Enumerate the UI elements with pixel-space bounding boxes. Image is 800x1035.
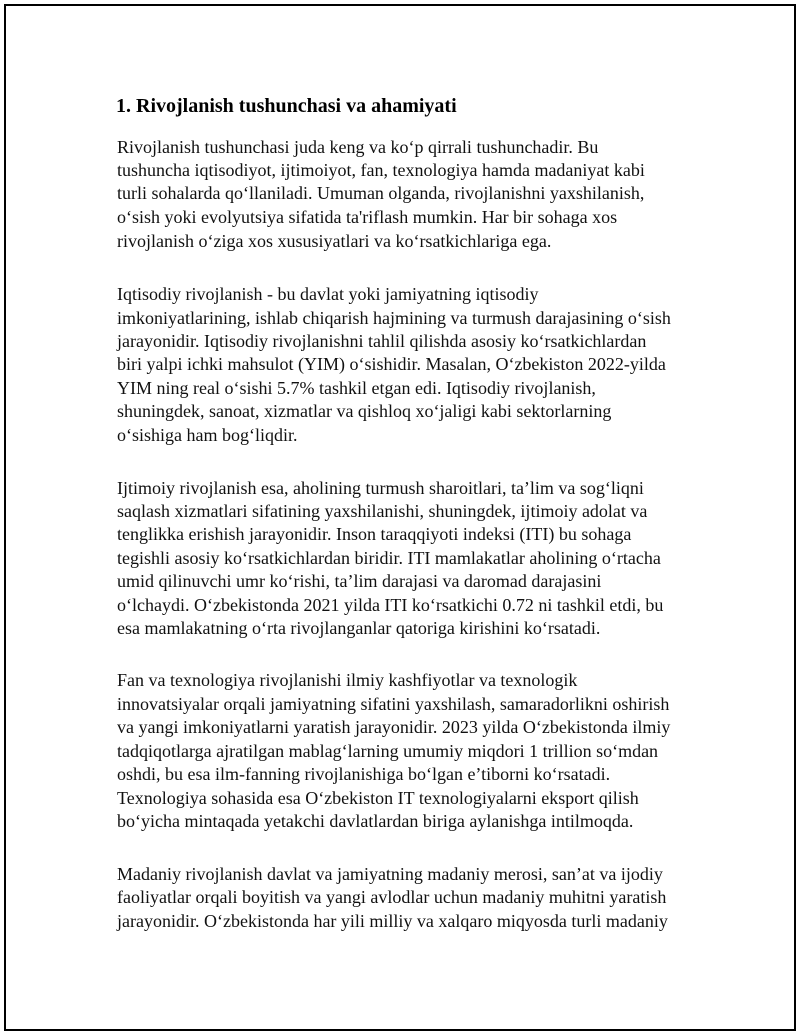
text-line: imkoniyatlarining, ishlab chiqarish hajmining va turmush darajasining o‘sish <box>117 308 671 328</box>
section-heading: 1. Rivojlanish tushunchasi va ahamiyati <box>116 95 457 117</box>
text-line: umid qilinuvchi umr ko‘rishi, ta’lim darajasi va daromad darajasini <box>117 571 602 591</box>
text-line: tadqiqotlarga ajratilgan mablag‘larning umumiy miqdori 1 trillion so‘mdan <box>117 741 659 761</box>
text-line: oshdi, bu esa ilm-fanning rivojlanishiga bo‘lgan e’tiborni ko‘rsatadi. <box>117 764 611 784</box>
text-line: Iqtisodiy rivojlanish - bu davlat yoki jamiyatning iqtisodiy <box>117 284 539 304</box>
text-line: shuningdek, sanoat, xizmatlar va qishloq xo‘jaligi kabi sektorlarning <box>117 401 612 421</box>
text-line: Madaniy rivojlanish davlat va jamiyatning madaniy merosi, san’at va ijodiy <box>117 864 663 884</box>
text-line: saqlash xizmatlari sifatining yaxshilanishi, shuningdek, ijtimoiy adolat va <box>117 501 648 521</box>
text-line: biri yalpi ichki mahsulot (YIM) o‘sishidir. Masalan, O‘zbekiston 2022-yilda <box>117 354 666 374</box>
text-line: YIM ning real o‘sishi 5.7% tashkil etgan edi. Iqtisodiy rivojlanish, <box>117 378 596 398</box>
text-line: esa mamlakatning o‘rta rivojlanganlar qatoriga kirishini ko‘rsatadi. <box>117 618 601 638</box>
text-line: Fan va texnologiya rivojlanishi ilmiy kashfiyotlar va texnologik <box>117 670 578 690</box>
text-line: tushuncha iqtisodiyot, ijtimoiyot, fan, texnologiya hamda madaniyat kabi <box>117 160 645 180</box>
text-line: jarayonidir. O‘zbekistonda har yili milliy va xalqaro miqyosda turli madaniy <box>117 911 668 931</box>
text-line: innovatsiyalar orqali jamiyatning sifatini yaxshilash, samaradorlikni oshirish <box>117 694 670 714</box>
text-line: o‘sishiga ham bog‘liqdir. <box>117 425 298 445</box>
text-line: tegishli asosiy ko‘rsatkichlardan biridir. ITI mamlakatlar aholining o‘rtacha <box>117 548 661 568</box>
text-line: Ijtimoiy rivojlanish esa, aholining turmush sharoitlari, ta’lim va sog‘liqni <box>117 478 644 498</box>
text-line: Rivojlanish tushunchasi juda keng va ko‘p qirrali tushunchadir. Bu <box>117 137 599 157</box>
text-line: o‘sish yoki evolyutsiya sifatida ta'riflash mumkin. Har bir sohaga xos <box>117 207 618 227</box>
text-line: va yangi imkoniyatlarni yaratish jarayonidir. 2023 yilda O‘zbekistonda ilmiy <box>117 717 671 737</box>
text-line: jarayonidir. Iqtisodiy rivojlanishni tahlil qilishda asosiy ko‘rsatkichlardan <box>117 331 647 351</box>
text-line: o‘lchaydi. O‘zbekistonda 2021 yilda ITI ko‘rsatkichi 0.72 ni tashkil etdi, bu <box>117 595 664 615</box>
text-line: rivojlanish o‘ziga xos xususiyatlari va ko‘rsatkichlariga ega. <box>117 231 552 251</box>
text-line: turli sohalarda qo‘llaniladi. Umuman olganda, rivojlanishni yaxshilanish, <box>117 183 645 203</box>
text-line: Texnologiya sohasida esa O‘zbekiston IT texnologiyalarni eksport qilish <box>117 788 639 808</box>
text-line: faoliyatlar orqali boyitish va yangi avlodlar uchun madaniy muhitni yaratish <box>117 887 667 907</box>
text-line: tenglikka erishish jarayonidir. Inson taraqqiyoti indeksi (ITI) bu sohaga <box>117 524 632 544</box>
text-line: bo‘yicha mintaqada yetakchi davlatlardan biriga aylanishga intilmoqda. <box>117 811 634 831</box>
